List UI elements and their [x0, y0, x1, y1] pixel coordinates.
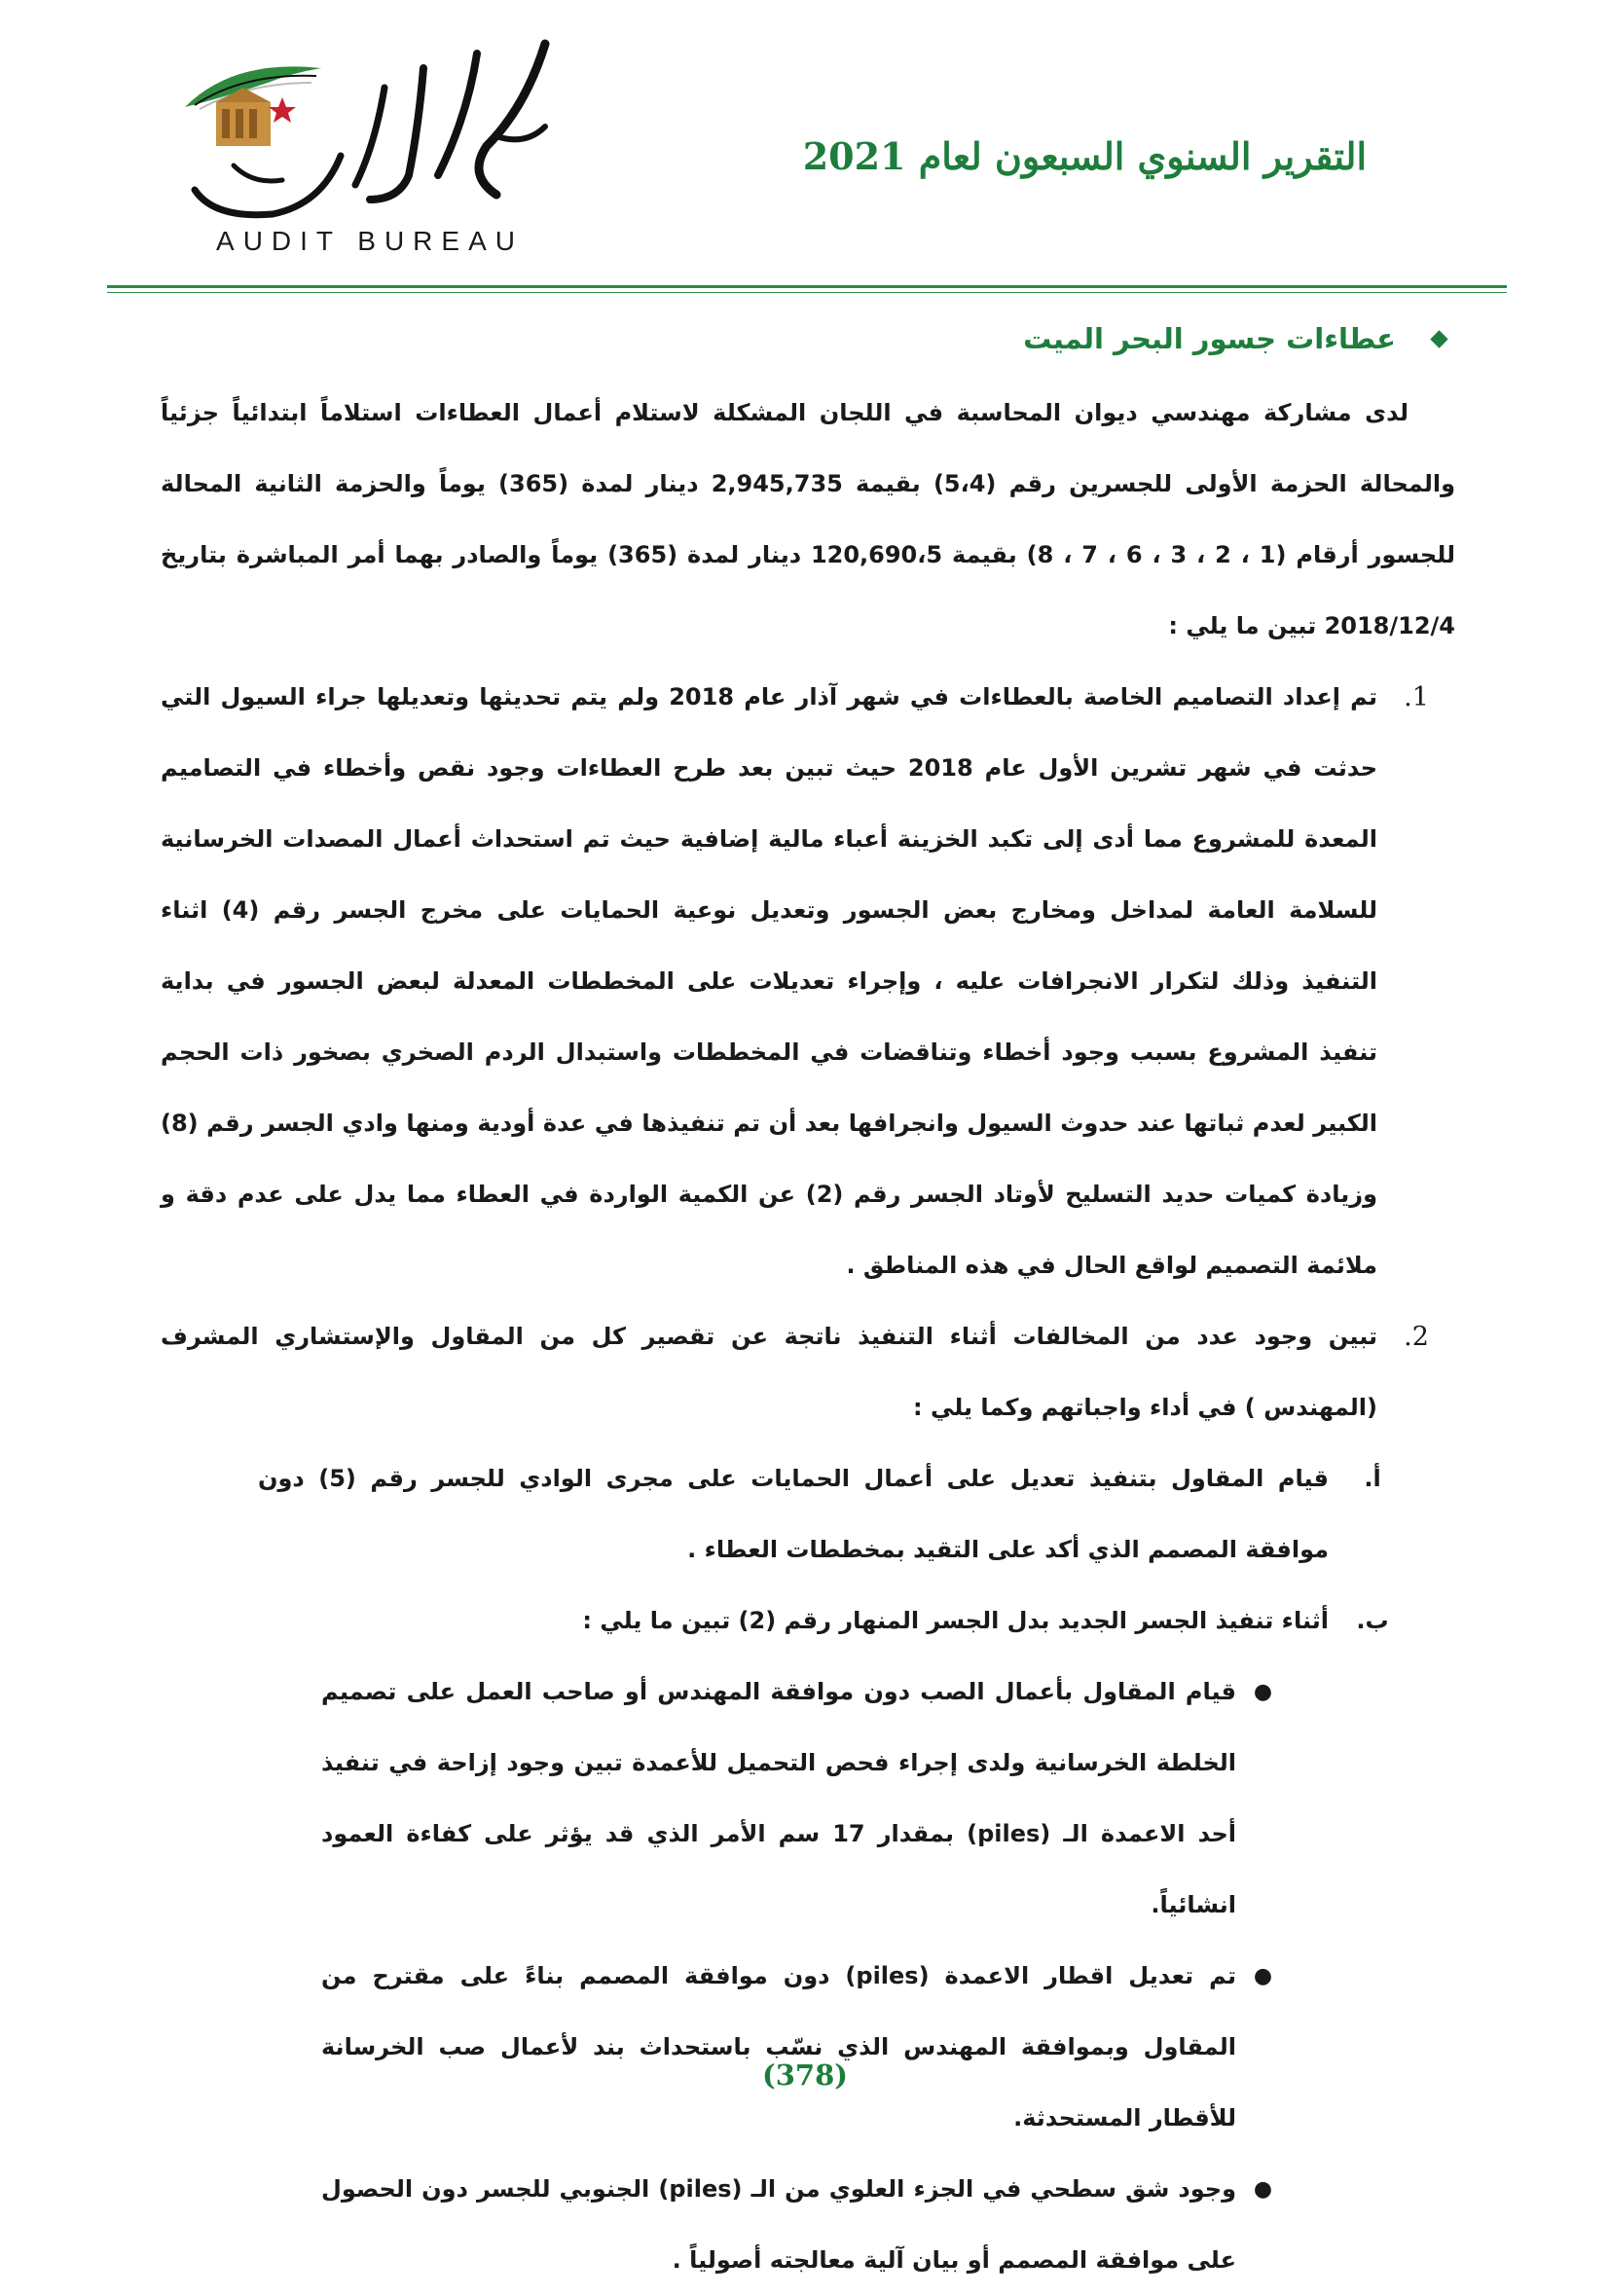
- bullet-item-1: [161, 1657, 1455, 1941]
- bullet-dot-icon: ●: [1253, 1680, 1273, 1704]
- star-icon: [269, 97, 296, 123]
- item-number: 1.: [1404, 682, 1429, 712]
- bullet-dot-icon: ●: [1253, 1964, 1273, 1988]
- petra-treasury-icon: [216, 88, 271, 146]
- sub-item-label: أ.: [1364, 1465, 1381, 1492]
- sub-item-label: ب.: [1356, 1607, 1389, 1634]
- sub-item-b: [161, 1585, 1455, 1657]
- bullet-item-2: [161, 1941, 1455, 2154]
- section-title: عطاءات جسور البحر الميت: [1023, 321, 1396, 355]
- numbered-item-1: [161, 662, 1455, 1301]
- sub-item-a: [161, 1443, 1455, 1585]
- bullet-dot-icon: ●: [1253, 2177, 1273, 2202]
- bullet-item-3: [161, 2154, 1455, 2296]
- bullet-text: تم تعديل اقطار الاعمدة (piles) دون موافقة المصمم بناءً على مقترح من المقاول وبموافقة المهندس الذي نسّب باستحداث بند لأعمال صب الخرسانة للأقطار المستحدثة.: [321, 1962, 1236, 2132]
- logo-caption: AUDIT BUREAU: [216, 226, 524, 256]
- section-heading: [161, 310, 1455, 368]
- bullet-text: وجود شق سطحي في الجزء العلوي من الـ (piles) الجنوبي للجسر دون الحصول على موافقة المصمم أو بيان آلية معالجته أصولياً .: [321, 2175, 1237, 2274]
- header-rule-thin: [107, 292, 1507, 293]
- header-rule-thick: [107, 285, 1507, 288]
- item-text: تبين وجود عدد من المخالفات أثناء التنفيذ ناتجة عن تقصير كل من المقاول والإستشاري المشرف (المهندس ) في أداء واجباتهم وكما يلي :: [161, 1323, 1377, 1421]
- item-text: تم إعداد التصاميم الخاصة بالعطاءات في شهر آذار عام 2018 ولم يتم تحديثها وتعديلها جراء السيول التي حدثت في شهر تشرين الأول عام 2018 حيث تبين بعد طرح العطاءات وجود نقص وأخطاء في التصاميم المعدة للمشروع مما أدى إلى تكبد الخزينة أعباء مالية إضافية حيث تم استحداث أعمال المصدات الخرسانية للسلامة العامة لمداخل ومخارج بعض الجسور وتعديل نوعية الحمايات على مخرج الجسر رقم (4) اثناء التنفيذ وذلك لتكرار الانجرافات عليه ، وإجراء تعديلات على المخططات المعدلة لبعض الجسور في بداية تنفيذ المشروع بسبب وجود أخطاء وتناقضات في المخططات واستبدال الردم الصخري بصخور ذات الحجم الكبير لعدم ثباتها عند حدوث السيول وانجرافها بعد أن تم تنفيذها في عدة أودية ومنها وادي الجسر رقم (8) وزيادة كميات حديد التسليح لأوتاد الجسر رقم (2) عن الكمية الواردة في العطاء مما يدل على عدم دقة و ملائمة التصميم لواقع الحال في هذه المناطق .: [161, 683, 1378, 1279]
- numbered-item-2: [161, 1301, 1455, 1443]
- report-title: التقرير السنوي السبعون لعام 2021: [802, 134, 1367, 178]
- diamond-bullet-icon: [1430, 330, 1447, 347]
- page-number: (378): [762, 2059, 848, 2092]
- intro-paragraph: لدى مشاركة مهندسي ديوان المحاسبة في اللجان المشكلة لاستلام أعمال العطاءات استلاماً ابتدائياً جزئياً والمحالة الحزمة الأولى للجسرين رقم (5،4) بقيمة 2,945,735 دينار لمدة (365) يوماً والحزمة الثانية المحالة للجسور أرقام (1 ، 2 ، 3 ، 6 ، 7 ، 8) بقيمة 120,690،5 دينار لمدة (365) يوماً والصادر بهما أمر المباشرة بتاريخ 2018/12/4 تبين ما يلي :: [161, 399, 1456, 639]
- bullet-text: قيام المقاول بأعمال الصب دون موافقة المهندس أو صاحب العمل على تصميم الخلطة الخرسانية ولدى إجراء فحص التحميل للأعمدة تبين وجود إزاحة في تنفيذ أحد الاعمدة الـ (piles) بمقدار 17 سم الأمر الذي قد يؤثر على كفاءة العمود انشائياً.: [321, 1678, 1237, 1918]
- item-number: 2.: [1404, 1322, 1429, 1352]
- sub-item-text: أثناء تنفيذ الجسر الجديد بدل الجسر المنهار رقم (2) تبين ما يلي :: [582, 1607, 1329, 1634]
- sub-item-text: قيام المقاول بتنفيذ تعديل على أعمال الحمايات على مجرى الوادي للجسر رقم (5) دون موافقة المصمم الذي أكد على التقيد بمخططات العطاء .: [258, 1465, 1329, 1563]
